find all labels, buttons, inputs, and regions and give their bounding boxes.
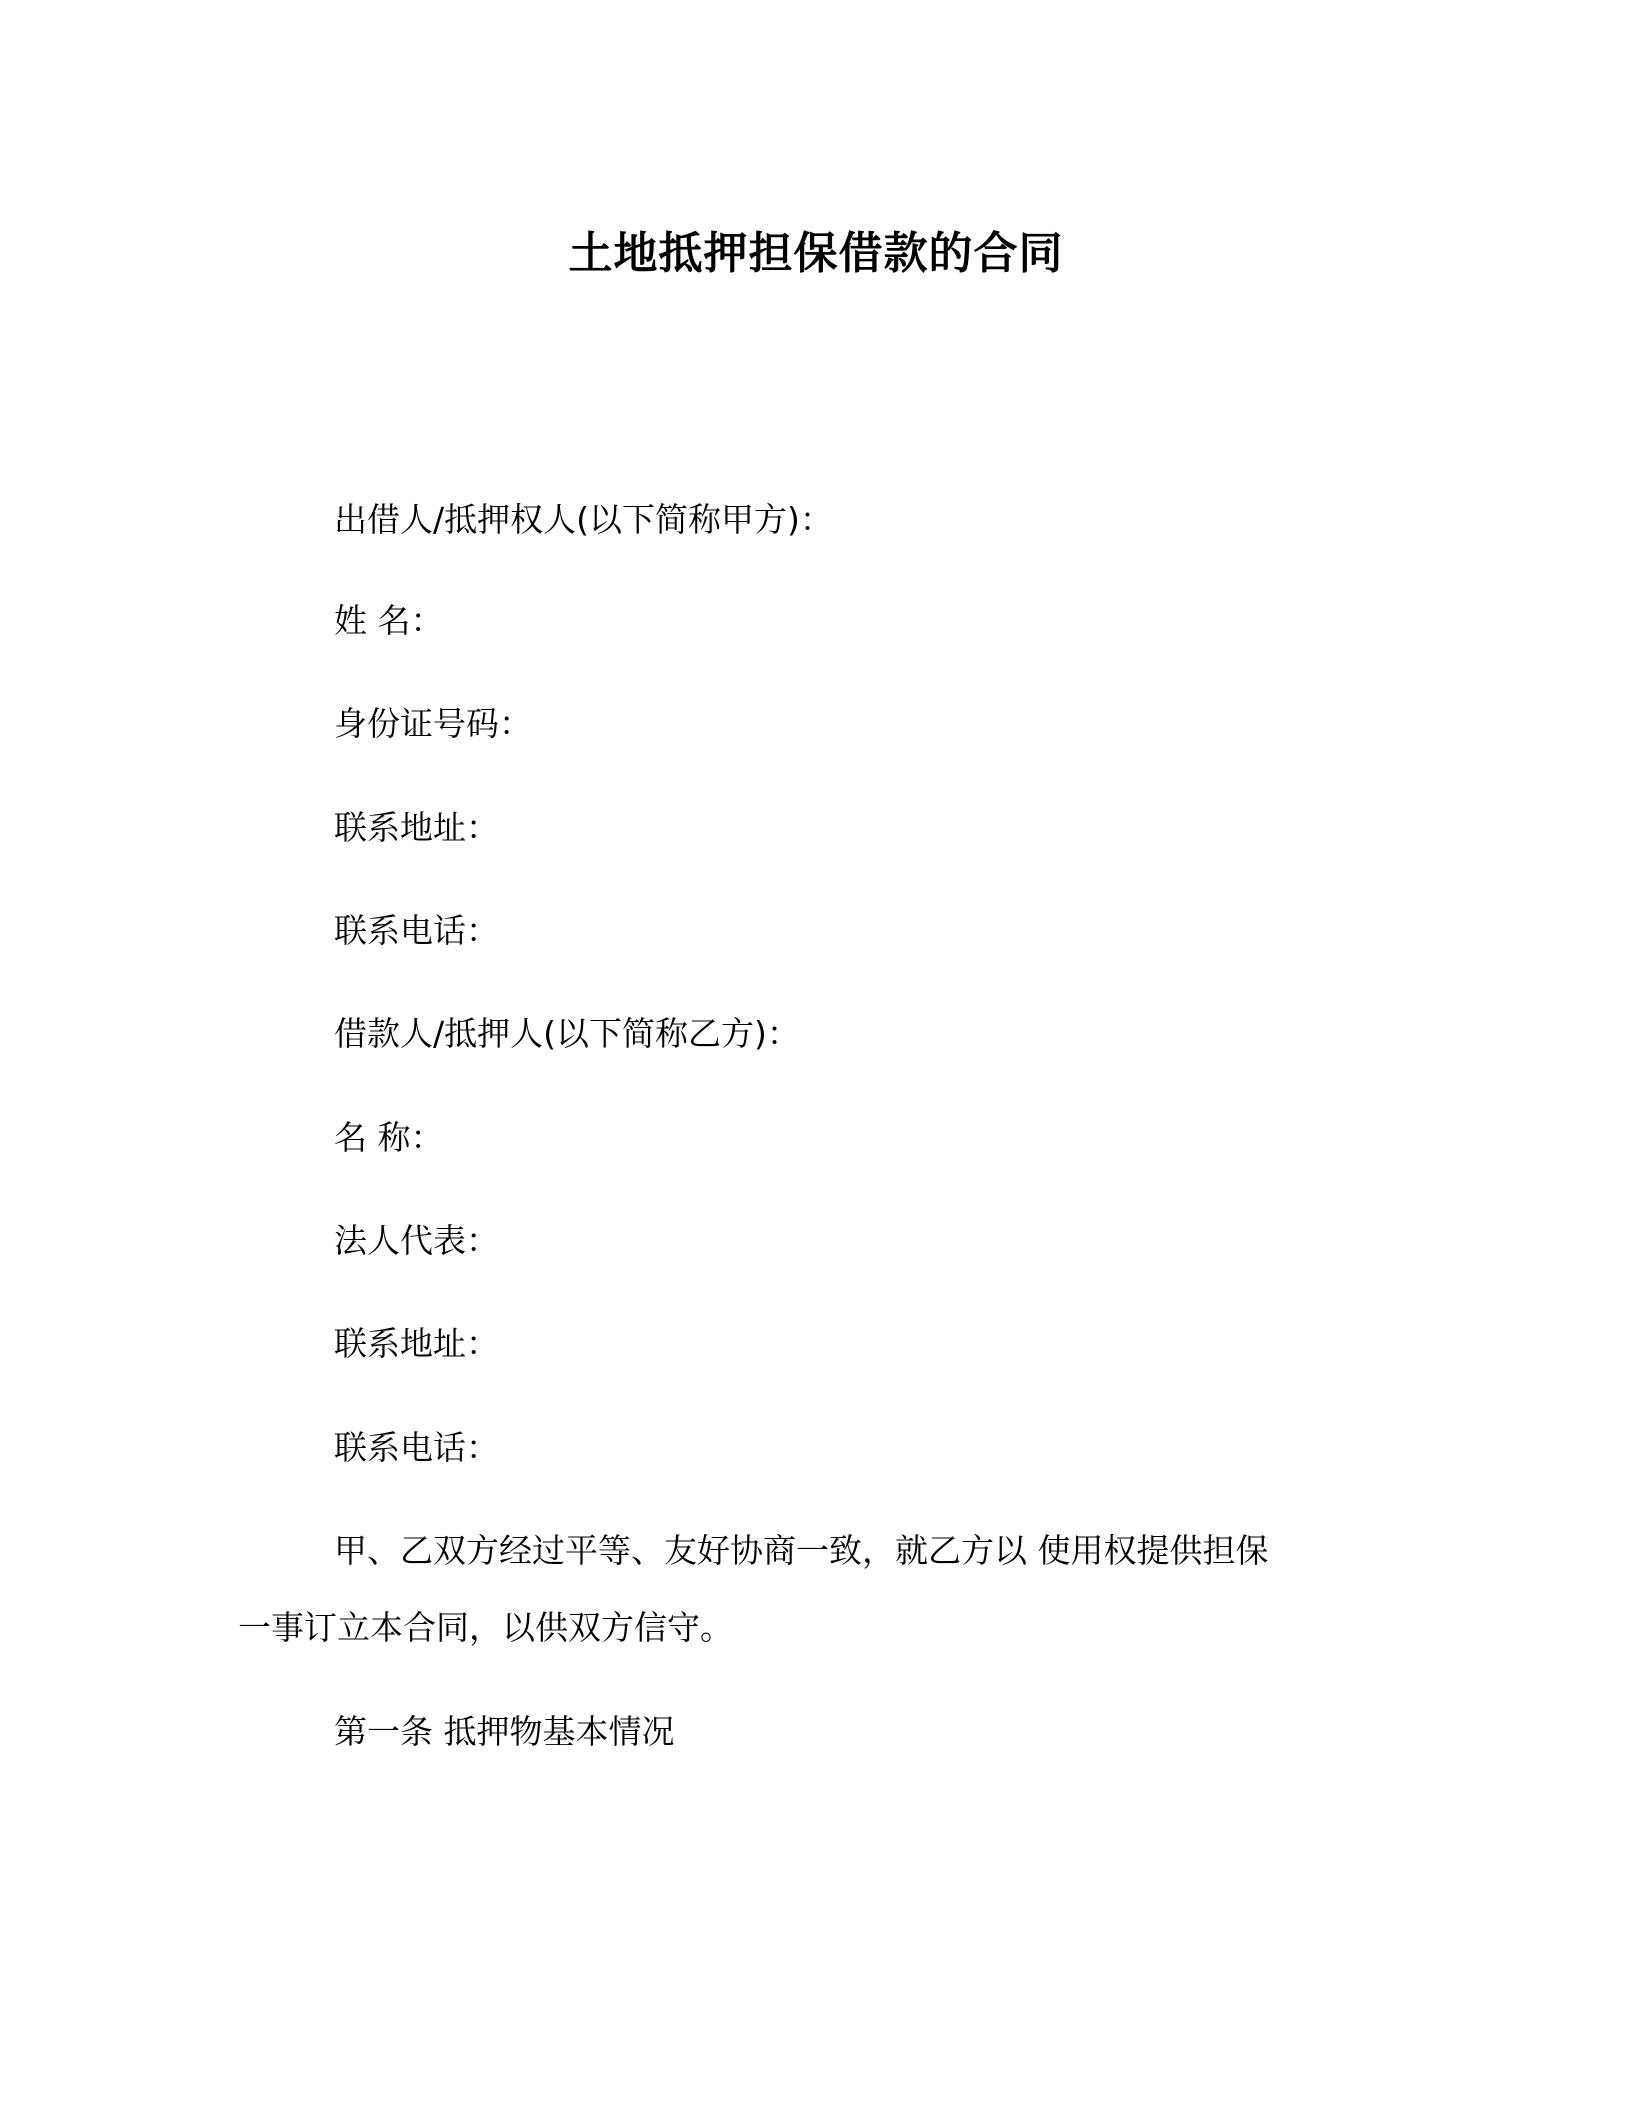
party-b-legal-rep-label: 法人代表：: [334, 1221, 499, 1260]
party-a-heading: 出借人/抵押权人(以下简称甲方)：: [334, 500, 833, 539]
party-a-phone-label: 联系电话：: [334, 911, 499, 950]
document-title: 土地抵押担保借款的合同: [568, 228, 1064, 279]
party-b-name-label: 名 称：: [334, 1118, 444, 1157]
intro-paragraph-line-2: 一事订立本合同，以供双方信守。: [238, 1608, 733, 1647]
party-a-name-label: 姓 名：: [334, 601, 444, 640]
party-a-address-label: 联系地址：: [334, 808, 499, 847]
party-b-phone-label: 联系电话：: [334, 1428, 499, 1467]
article-1-heading: 第一条 抵押物基本情况: [334, 1712, 675, 1751]
party-b-address-label: 联系地址：: [334, 1324, 499, 1363]
party-a-id-label: 身份证号码：: [334, 704, 532, 743]
party-b-heading: 借款人/抵押人(以下简称乙方)：: [334, 1014, 800, 1053]
intro-paragraph-line-1: 甲、乙双方经过平等、友好协商一致，就乙方以 使用权提供担保: [334, 1531, 1269, 1570]
